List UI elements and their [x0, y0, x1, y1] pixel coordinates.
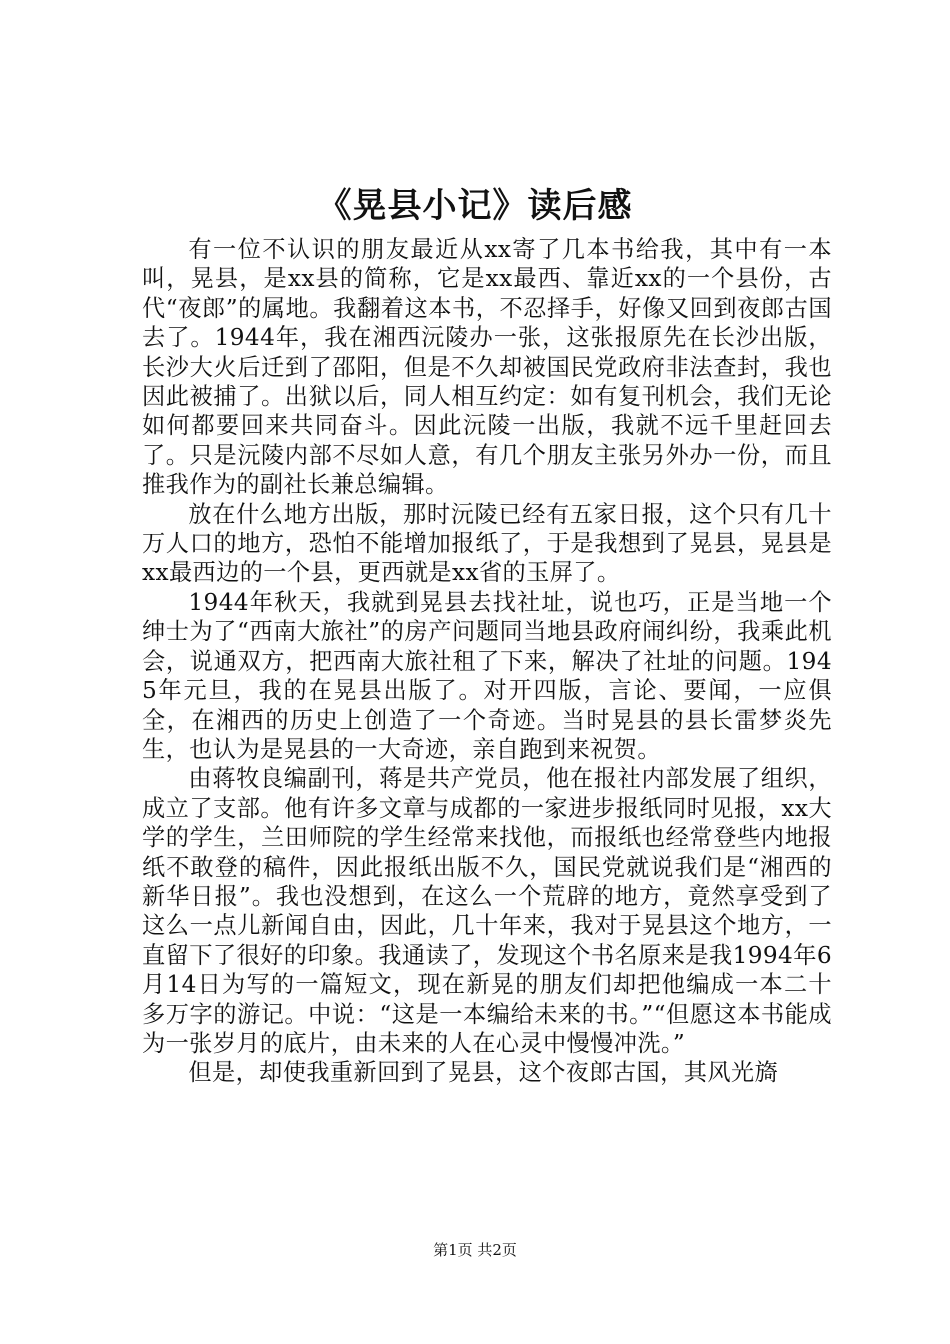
document-body [142, 235, 832, 1088]
paragraph-1: 有一位不认识的朋友最近从xx寄了几本书给我，其中有一本叫，晃县，是xx县的简称，它是xx最西、靠近xx的一个县份，古代“夜郎”的属地。我翻着这本书，不忍择手，好像又回到夜郎古国去了。1944年，我在湘西沅陵办一张，这张报原先在长沙出版，长沙大火后迁到了邵阳，但是不久却被国民党政府非法查封，我也因此被捕了。出狱以后，同人相互约定：如有复刊机会，我们无论如何都要回来共同奋斗。因此沅陵一出版，我就不远千里赶回去了。只是沅陵内部不尽如人意，有几个朋友主张另外办一份，而且推我作为的副社长兼总编辑。 [142, 236, 832, 499]
paragraph-2: 放在什么地方出版，那时沅陵已经有五家日报，这个只有几十万人口的地方，恐怕不能增加报纸了，于是我想到了晃县，晃县是xx最西边的一个县，更西就是xx省的玉屏了。 [142, 500, 832, 587]
paragraph-3: 1944年秋天，我就到晃县去找社址，说也巧，正是当地一个绅士为了“西南大旅社”的房产问题同当地县政府闹纠纷，我乘此机会，说通双方，把西南大旅社租了下来，解决了社址的问题。1945年元旦，我的在晃县出版了。对开四版，言论、要闻，一应俱全，在湘西的历史上创造了一个奇迹。当时晃县的县长雷梦炎先生，也认为是晃县的一大奇迹，亲自跑到来祝贺。 [142, 588, 832, 763]
page-number-footer: 第1页 共2页 [433, 1241, 517, 1259]
paragraph-5: 但是，却使我重新回到了晃县，这个夜郎古国，其风光旖 [188, 1059, 779, 1087]
page-title: 《晃县小记》读后感 [317, 186, 633, 226]
paragraph-4: 由蒋牧良编副刊，蒋是共产党员，他在报社内部发展了组织，成立了支部。他有许多文章与成都的一家进步报纸同时见报，xx大学的学生，兰田师院的学生经常来找他，而报纸也经常登些内地报纸不敢登的稿件，因此报纸出版不久，国民党就说我们是“湘西的新华日报”。我也没想到，在这么一个荒辟的地方，竟然享受到了这么一点儿新闻自由，因此，几十年来，我对于晃县这个地方，一直留下了很好的印象。我通读了，发现这个书名原来是我1994年6月14日为写的一篇短文，现在新晃的朋友们却把他编成一本二十多万字的游记。中说：“这是一本编给未来的书。”“但愿这本书能成为一张岁月的底片，由未来的人在心灵中慢慢冲洗。” [142, 765, 832, 1057]
